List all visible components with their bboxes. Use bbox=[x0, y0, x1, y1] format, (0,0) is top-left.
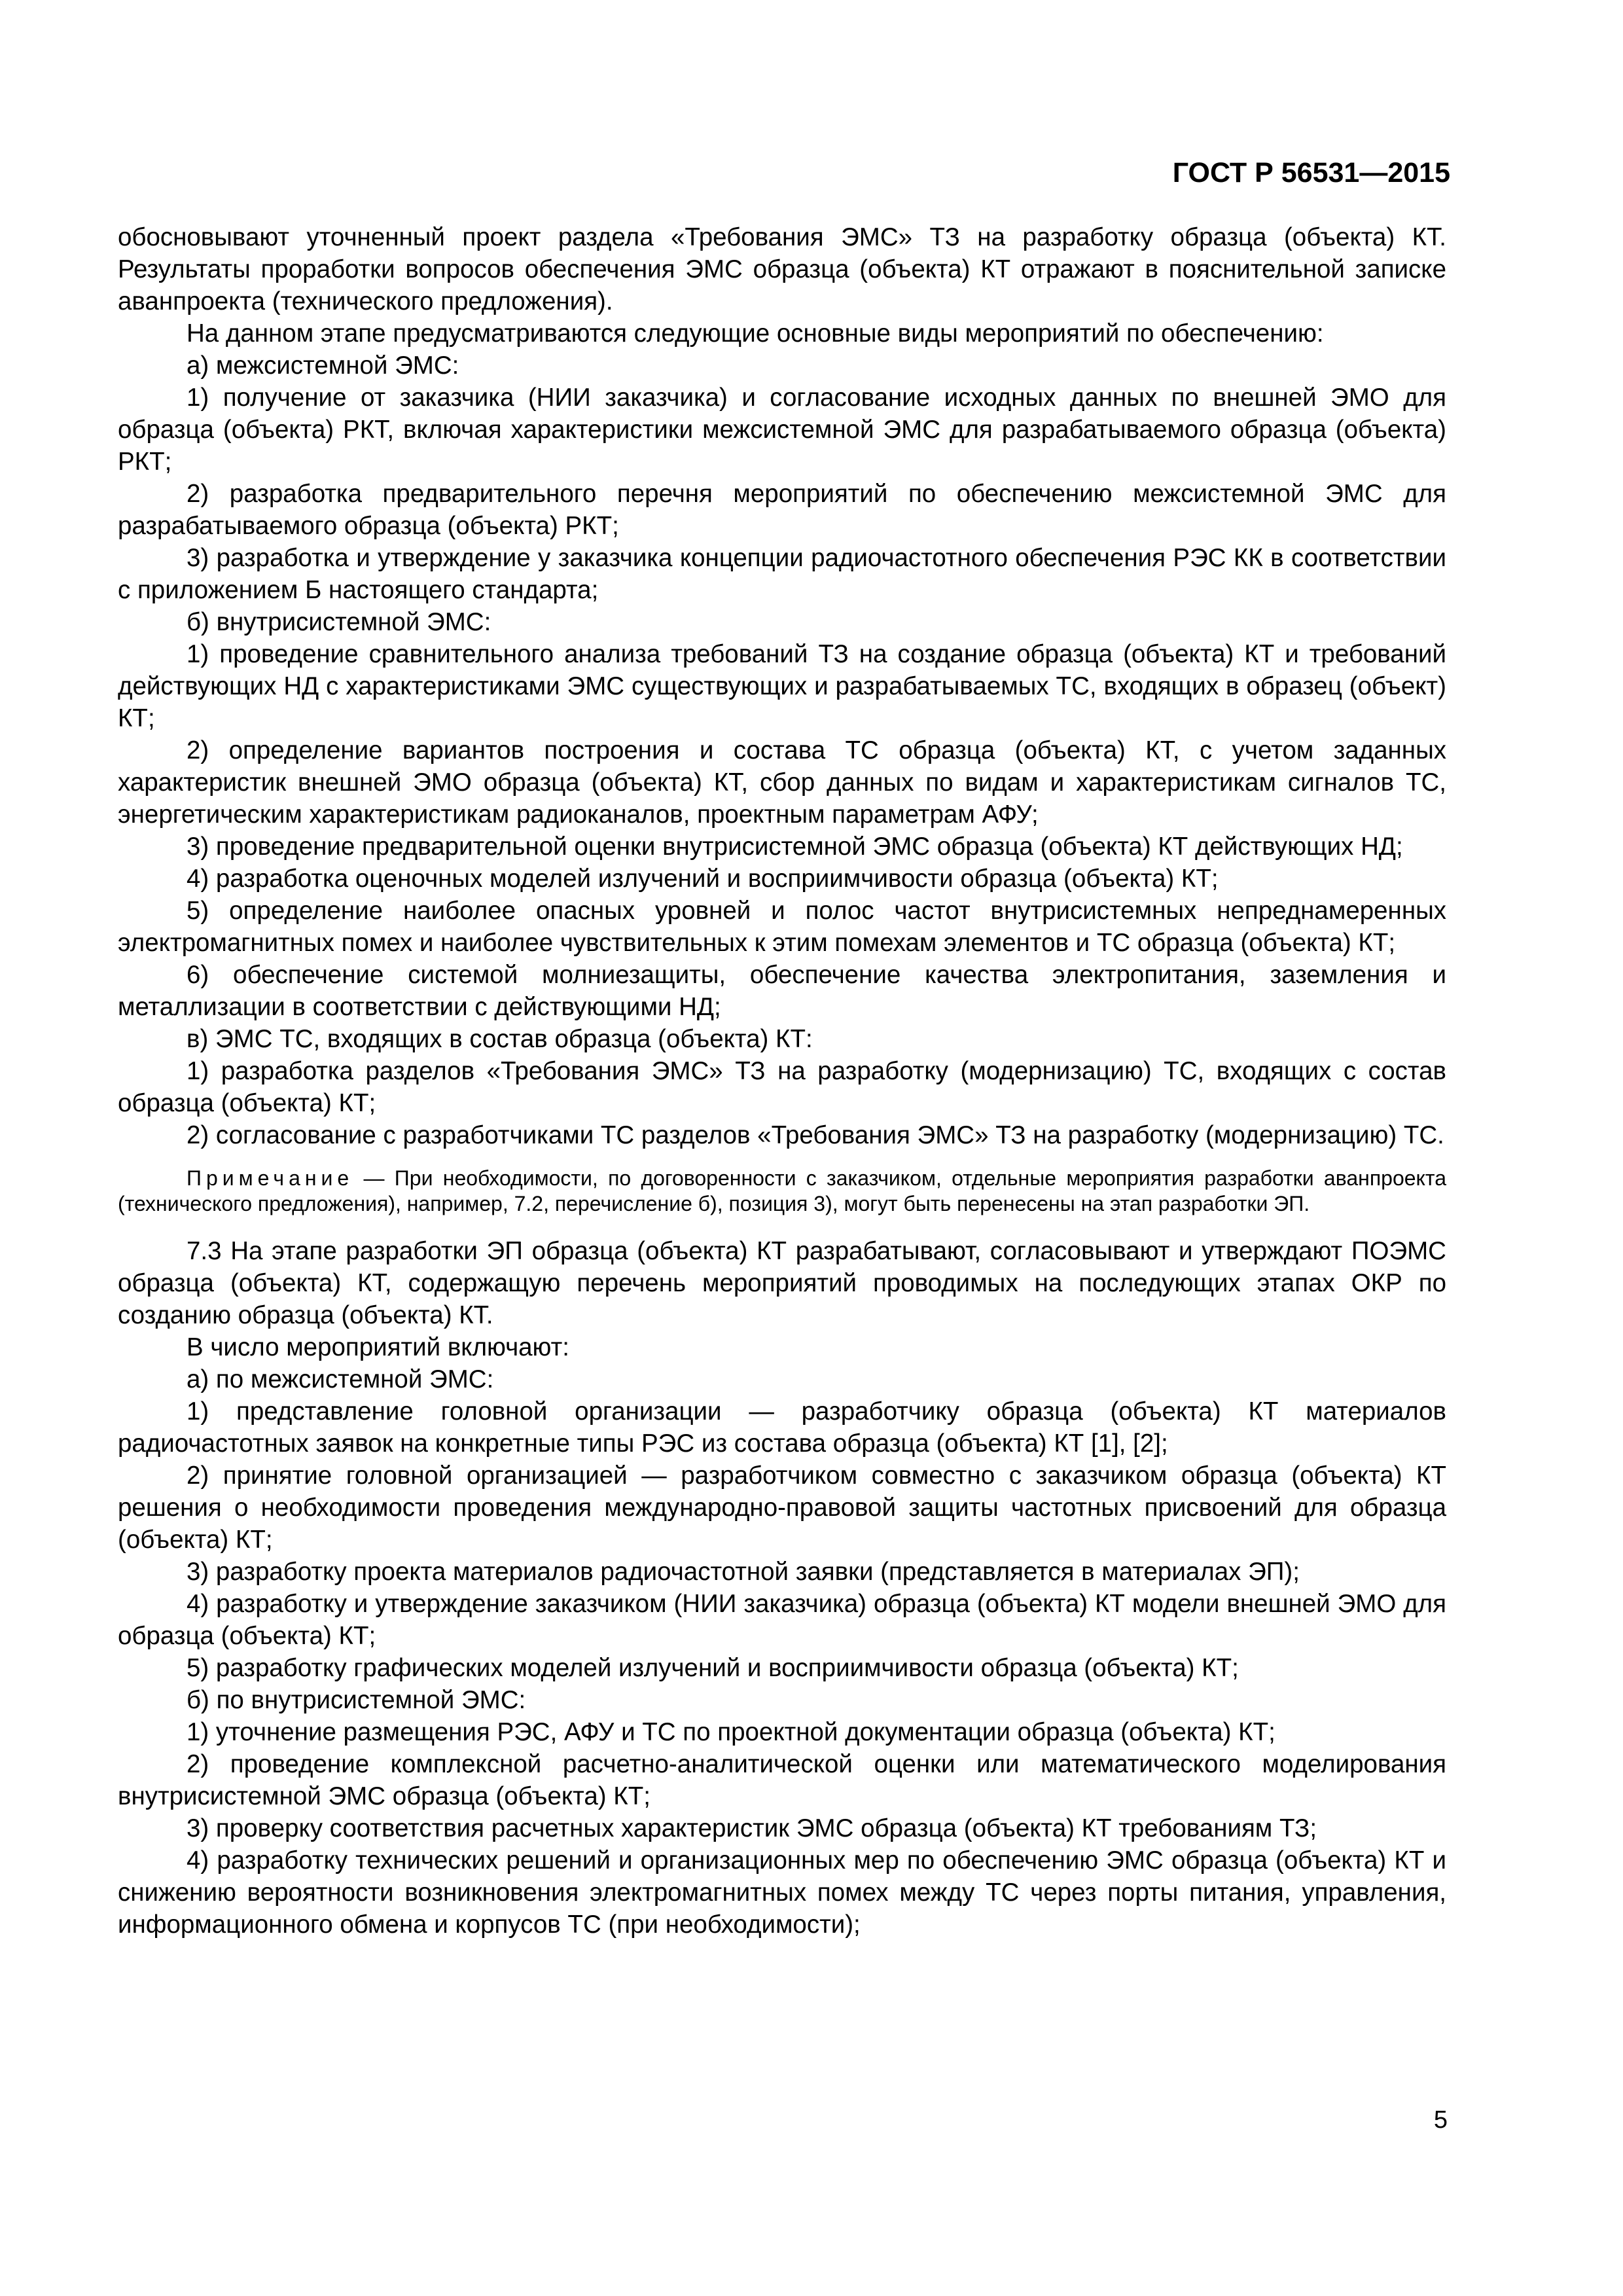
list-item: 1) уточнение размещения РЭС, АФУ и ТС по проектной документации образца (объекта) КТ; bbox=[187, 1718, 1275, 1746]
list-item: 1) проведение сравнительного анализа требований ТЗ на создание образца (объекта) КТ и требований действующих НД с характеристиками ЭМС существующих и разрабатываемых ТС, входящих в образец (объект) КТ; bbox=[118, 640, 1446, 732]
list-item: 2) проведение комплексной расчетно-аналитической оценки или математического моделирования внутрисистемной ЭМС образца (объекта) КТ; bbox=[118, 1750, 1446, 1810]
note-label: Примечание bbox=[187, 1166, 354, 1190]
list-item: 3) разработку проекта материалов радиочастотной заявки (представляется в материалах ЭП); bbox=[187, 1558, 1300, 1586]
list-item: 1) представление головной организации — разработчику образца (объекта) КТ материалов радиочастотных заявок на конкретные типы РЭС из состава образца (объекта) КТ [1], [2]; bbox=[118, 1397, 1446, 1458]
list-item: 4) разработку и утверждение заказчиком (НИИ заказчика) образца (объекта) КТ модели внешней ЭМО для образца (объекта) КТ; bbox=[118, 1590, 1446, 1650]
list-item: 5) разработку графических моделей излучений и восприимчивости образца (объекта) КТ; bbox=[187, 1654, 1239, 1682]
list-item: 2) принятие головной организацией — разработчиком совместно с заказчиком образца (объекта) КТ решения о необходимости проведения международно-правовой защиты частотных присвоений для образца (объекта) КТ; bbox=[118, 1462, 1446, 1554]
document-body bbox=[118, 221, 1446, 1941]
section-paragraph: 7.3 На этапе разработки ЭП образца (объекта) КТ разрабатывают, согласовывают и утверждают ПОЭМС образца (объекта) КТ, содержащую перечень мероприятий проводимых на последующих этапах ОКР по созданию образца (объекта) КТ. bbox=[118, 1237, 1446, 1329]
list-item: 3) разработка и утверждение у заказчика концепции радиочастотного обеспечения РЭС КК в соответствии с приложением Б настоящего стандарта; bbox=[118, 544, 1446, 604]
paragraph: обосновывают уточненный проект раздела «Требования ЭМС» ТЗ на разработку образца (объекта) КТ. Результаты проработки вопросов обеспечения ЭМС образца (объекта) КТ отражают в пояснительной записке аванпроекта (технического предложения). bbox=[118, 223, 1446, 315]
paragraph: В число мероприятий включают: bbox=[187, 1333, 569, 1361]
list-item: 3) проведение предварительной оценки внутрисистемной ЭМС образца (объекта) КТ действующих НД; bbox=[187, 833, 1403, 861]
list-item: б) по внутрисистемной ЭМС: bbox=[187, 1686, 526, 1714]
list-item: а) межсистемной ЭМС: bbox=[187, 351, 459, 380]
list-item: б) внутрисистемной ЭМС: bbox=[187, 608, 491, 636]
list-item: 6) обеспечение системой молниезащиты, обеспечение качества электропитания, заземления и металлизации в соответствии с действующими НД; bbox=[118, 961, 1446, 1021]
list-item: 3) проверку соответствия расчетных характеристик ЭМС образца (объекта) КТ требованиям ТЗ; bbox=[187, 1814, 1317, 1842]
list-item: 4) разработка оценочных моделей излучений и восприимчивости образца (объекта) КТ; bbox=[187, 865, 1219, 893]
list-item: 2) определение вариантов построения и состава ТС образца (объекта) КТ, с учетом заданных характеристик внешней ЭМО образца (объекта) КТ, сбор данных по видам и характеристикам сигналов ТС, энергетическим характеристикам радиоканалов, проектным параметрам АФУ; bbox=[118, 736, 1446, 829]
page-number: 5 bbox=[1433, 2106, 1448, 2134]
list-item: 4) разработку технических решений и организационных мер по обеспечению ЭМС образца (объекта) КТ и снижению вероятности возникновения электромагнитных помех между ТС через порты питания, управления, информационного обмена и корпусов ТС (при необходимости); bbox=[118, 1846, 1446, 1939]
list-item: 1) получение от заказчика (НИИ заказчика) и согласование исходных данных по внешней ЭМО для образца (объекта) РКТ, включая характеристики межсистемной ЭМС для разрабатываемого образца (объекта) РКТ; bbox=[118, 384, 1446, 476]
note-text: — При необходимости, по договоренности с заказчиком, отдельные мероприятия разработки аванпроекта (технического предложения), например, 7.2, перечисление б), позиция 3), могут быть перенесены на этап разработки ЭП. bbox=[118, 1166, 1447, 1215]
note bbox=[118, 1166, 1446, 1217]
list-item: а) по межсистемной ЭМС: bbox=[187, 1365, 494, 1393]
list-item: 1) разработка разделов «Требования ЭМС» ТЗ на разработку (модернизацию) ТС, входящих с состав образца (объекта) КТ; bbox=[118, 1057, 1446, 1117]
list-item: в) ЭМС ТС, входящих в состав образца (объекта) КТ: bbox=[187, 1025, 813, 1053]
list-item: 2) разработка предварительного перечня мероприятий по обеспечению межсистемной ЭМС для разрабатываемого образца (объекта) РКТ; bbox=[118, 480, 1446, 540]
list-item: 2) согласование с разработчиками ТС разделов «Требования ЭМС» ТЗ на разработку (модернизацию) ТС. bbox=[187, 1121, 1444, 1149]
list-item: 5) определение наиболее опасных уровней и полос частот внутрисистемных непреднамеренных электромагнитных помех и наиболее чувствительных к этим помехам элементов и ТС образца (объекта) КТ; bbox=[118, 897, 1446, 957]
document-number: ГОСТ Р 56531—2015 bbox=[1172, 157, 1450, 188]
paragraph: На данном этапе предусматриваются следующие основные виды мероприятий по обеспечению: bbox=[187, 319, 1324, 348]
